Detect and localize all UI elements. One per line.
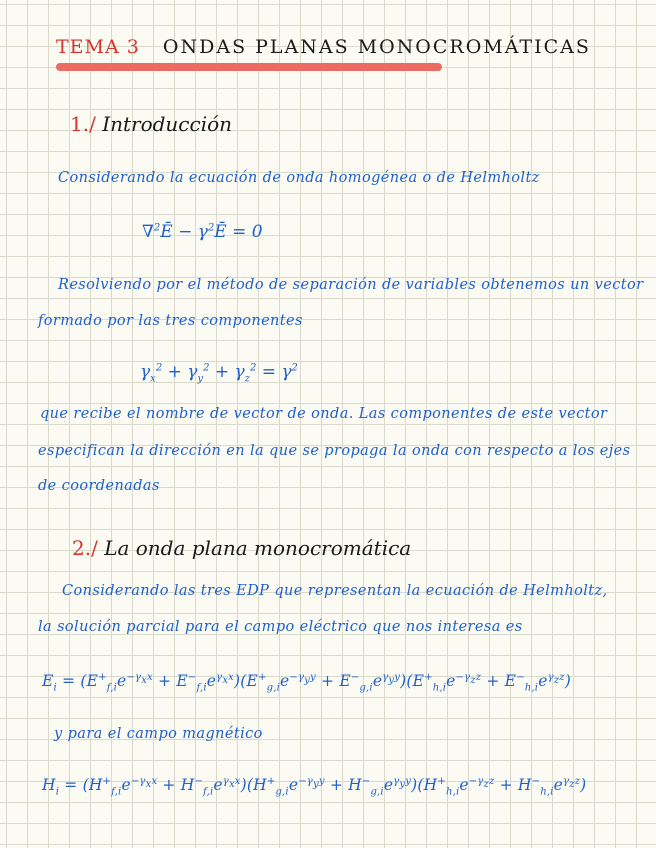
paragraph-3-line-2: especifican la dirección en la que se propaga la onda con respecto a los ejes [38, 443, 631, 459]
section-2-number: 2./ [72, 536, 98, 560]
section-1-number: 1./ [70, 112, 96, 136]
section-2-title: La onda plana monocromática [104, 536, 412, 560]
equation-e-field: $E_i = (E^+_{f,i}e^{-\gamma_xx} + E^-_{f,i}e^{\gamma_xx})(E^+_{g,i}e^{-\gamma_yy} + E^-_{g,i}e^{\gamma_yy})(E^+_{h,i}e^{-\gamma_zz} + E^-_{h,i}e^{\gamma_zz})$ [42, 672, 571, 694]
title-name: ONDAS PLANAS MONOCROMÁTICAS [162, 36, 591, 58]
paragraph-3-line-1: que recibe el nombre de vector de onda. Las componentes de este vector [40, 406, 608, 422]
equation-helmholtz: ∇$^2$Ē − $\gamma^2Ē = 0$ [142, 222, 263, 242]
paragraph-4-line-1: Considerando las tres EDP que representan la ecuación de Helmholtz, [62, 583, 608, 599]
page-title [56, 36, 591, 58]
paragraph-1: Considerando la ecuación de onda homogénea o de Helmholtz [58, 170, 540, 186]
title-label: TEMA 3 [56, 36, 140, 58]
paragraph-3-line-3: de coordenadas [38, 478, 160, 494]
section-2-heading [72, 536, 411, 560]
paragraph-2-line-1: Resolviendo por el método de separación de variables obtenemos un vector [58, 277, 644, 293]
section-1-heading [70, 112, 232, 136]
paragraph-4-line-2: la solución parcial para el campo eléctrico que nos interesa es [38, 619, 523, 635]
section-1-title: Introducción [102, 112, 233, 136]
paragraph-5: y para el campo magnético [54, 726, 263, 742]
title-underline [56, 63, 442, 71]
paragraph-2-line-2: formado por las tres componentes [38, 313, 303, 329]
equation-h-field: $H_i = (H^+_{f,i}e^{-\gamma_xx} + H^-_{f,i}e^{\gamma_xx})(H^+_{g,i}e^{-\gamma_yy} + H^-_{g,i}e^{\gamma_yy})(H^+_{h,i}e^{-\gamma_zz} + H^-_{h,i}e^{\gamma_zz})$ [42, 776, 587, 798]
equation-gamma-sum: $\gamma_x^2 + \gamma_y^2 + \gamma_z^2 = \gamma^2$ [140, 362, 298, 385]
